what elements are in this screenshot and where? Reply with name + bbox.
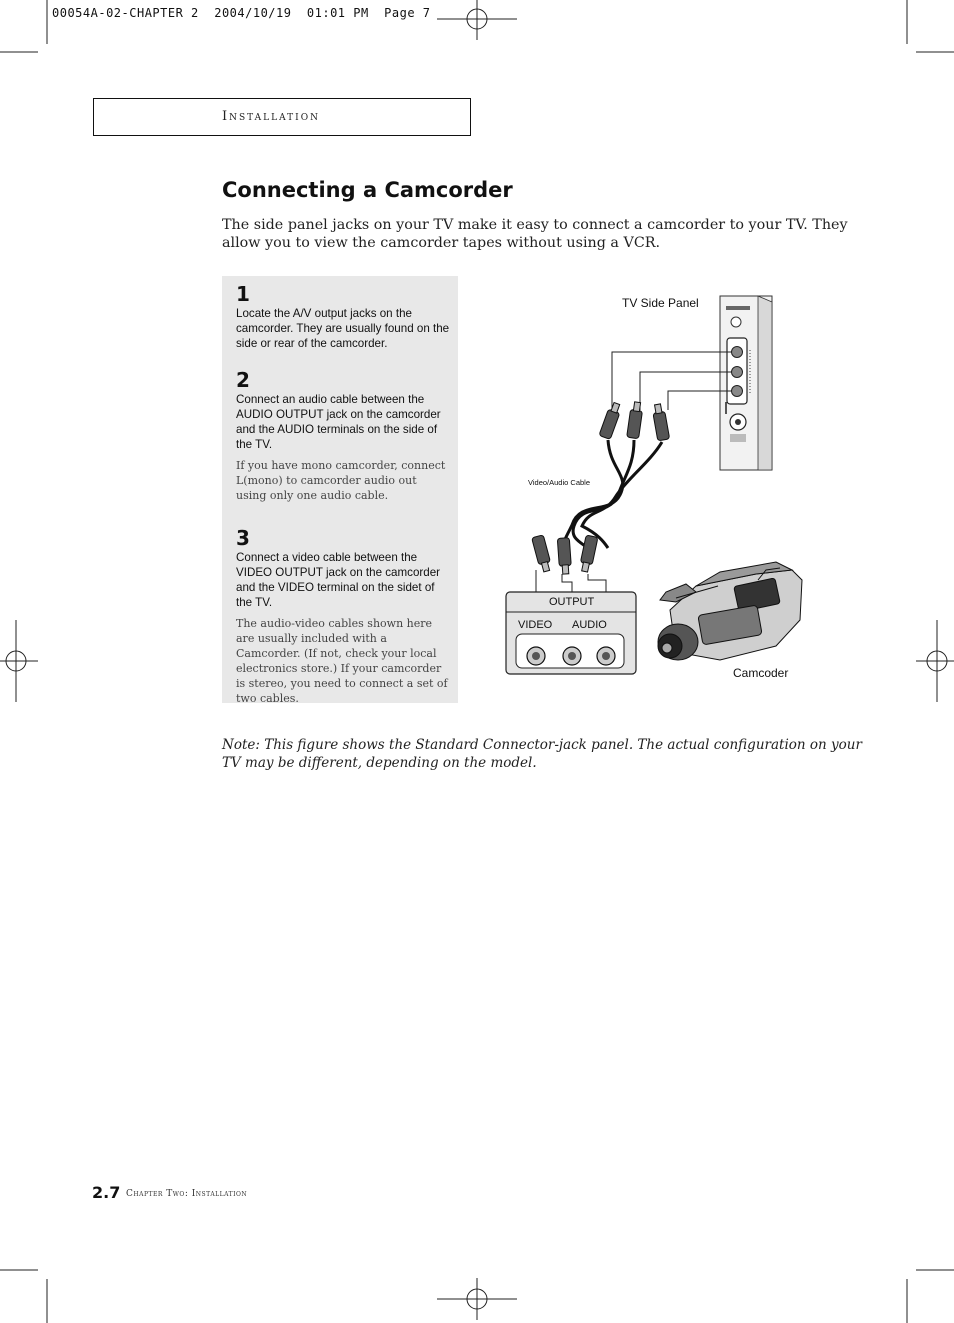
video-label: VIDEO (518, 619, 553, 631)
step-number: 3 (236, 526, 250, 550)
connection-diagram (500, 280, 810, 690)
tv-side-panel-label: TV Side Panel (622, 296, 699, 310)
step-text: Connect an audio cable between the AUDIO OUTPUT jack on the camcorder and the AUDIO terminals on the side of the TV. (236, 393, 441, 451)
intro-paragraph: The side panel jacks on your TV make it easy to connect a camcorder to your TV. They allow you to view the camcorder tapes without using a VCR. (222, 217, 848, 251)
step-text: Locate the A/V output jacks on the camcorder. They are usually found on the side or rear of the camcorder. (236, 307, 450, 350)
tv-wires (612, 352, 731, 410)
step-note: If you have mono camcorder, connect L(mono) to camcorder audio out using only one audio cable. (236, 459, 446, 502)
section-header-box (93, 98, 471, 136)
step-1 (236, 284, 450, 351)
step-2 (236, 370, 450, 503)
tv-side-panel (720, 296, 772, 470)
step-number: 1 (236, 282, 250, 306)
step-note: The audio-video cables shown here are usually included with a Camcorder. (If not, check your local electronics store.) If your camcorder is stereo, you need to connect a set of two cables. (236, 617, 448, 705)
page-number (92, 1183, 120, 1202)
step-number: 2 (236, 368, 250, 392)
step-3 (236, 528, 450, 706)
cable-label: Video/Audio Cable (528, 478, 590, 487)
camcorder-label: Camcoder (733, 666, 789, 680)
page-title: Connecting a Camcorder (222, 178, 513, 202)
steps-panel (222, 276, 458, 703)
av-cable (563, 440, 662, 550)
figure-note: Note: This figure shows the Standard Connector-jack panel. The actual configuration on your TV may be different, depending on the model. (222, 737, 862, 771)
section-label: Installation (222, 109, 320, 124)
upper-plugs (599, 401, 670, 440)
output-label: OUTPUT (549, 596, 595, 608)
footer-chapter-label: Chapter Two: Installation (126, 1189, 248, 1199)
step-text: Connect a video cable between the VIDEO OUTPUT jack on the camcorder and the VIDEO terminal on the sidet of the TV. (236, 551, 441, 609)
audio-label: AUDIO (572, 619, 607, 631)
page-number-value: 2.7 (92, 1183, 121, 1202)
camcorder-illustration (658, 562, 802, 660)
print-slug: 00054A-02-CHAPTER 2 2004/10/19 01:01 PM Page 7 (52, 6, 431, 20)
lower-plugs (532, 535, 598, 575)
